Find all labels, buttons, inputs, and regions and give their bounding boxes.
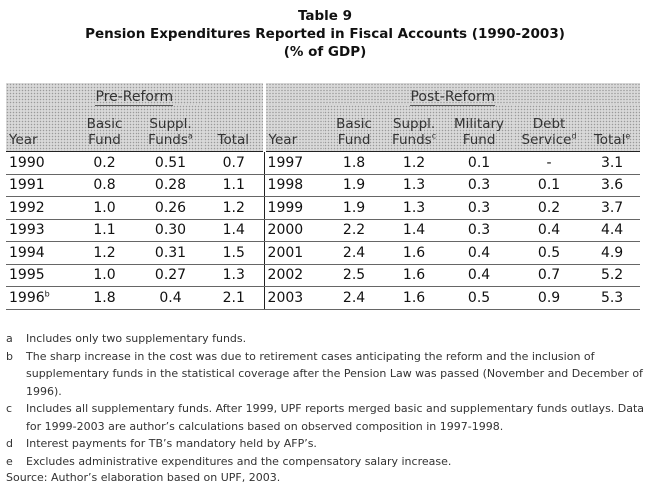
table-units: (% of GDP) [283, 44, 367, 60]
suppl-funds-cell: 1.4 [384, 219, 444, 242]
footnote-text: Interest payments for TB’s mandatory held by AFP’s. [26, 437, 317, 450]
table-title: Pension Expenditures Reported in Fiscal Accounts (1990-2003) [85, 26, 565, 42]
year-cell: 2003 [264, 287, 324, 310]
pre-reform-group [6, 83, 264, 105]
col-year-post: Year [264, 105, 324, 152]
total-cell: 1.1 [204, 174, 264, 197]
footnote-key: d [6, 437, 13, 450]
year-cell: 2000 [264, 219, 324, 242]
basic-fund-cell: 1.9 [324, 197, 384, 220]
suppl-funds-cell: 1.6 [384, 287, 444, 310]
footnote-b [6, 348, 646, 401]
total-cell: 0.7 [204, 152, 264, 175]
footnote-c-marker: c [431, 131, 437, 141]
col-year-pre: Year [6, 105, 72, 152]
table-row [6, 242, 640, 265]
footnote-a [6, 330, 646, 348]
year-cell: 2001 [264, 242, 324, 265]
year-cell: 1997 [264, 152, 324, 175]
military-fund-cell: 0.4 [444, 242, 514, 265]
year-cell: 1998 [264, 174, 324, 197]
suppl-funds-cell: 1.6 [384, 242, 444, 265]
table-row [6, 287, 640, 310]
debt-service-cell: 0.7 [514, 264, 584, 287]
suppl-funds-cell: 0.28 [137, 174, 204, 197]
total-cell: 4.9 [584, 242, 640, 265]
table-number: Table 9 [297, 8, 353, 24]
suppl-funds-cell: 0.31 [137, 242, 204, 265]
total-cell: 3.6 [584, 174, 640, 197]
basic-fund-cell: 1.2 [72, 242, 137, 265]
table-row [6, 219, 640, 242]
footnote-d-marker: d [571, 131, 577, 141]
year-cell: 2002 [264, 264, 324, 287]
suppl-funds-cell: 0.30 [137, 219, 204, 242]
year-cell: 1994 [6, 242, 72, 265]
basic-fund-cell: 1.0 [72, 264, 137, 287]
military-fund-cell: 0.1 [444, 152, 514, 175]
total-cell: 2.1 [204, 287, 264, 310]
basic-fund-cell: 1.9 [324, 174, 384, 197]
total-cell: 1.5 [204, 242, 264, 265]
year-cell: 1990 [6, 152, 72, 175]
basic-fund-cell: 1.8 [72, 287, 137, 310]
suppl-funds-cell: 0.26 [137, 197, 204, 220]
suppl-funds-cell: 0.4 [137, 287, 204, 310]
col-basic-fund-post: Basic Fund [324, 105, 384, 152]
basic-fund-cell: 2.4 [324, 287, 384, 310]
table-row [6, 264, 640, 287]
suppl-funds-cell: 0.27 [137, 264, 204, 287]
footnote-key: c [6, 402, 13, 415]
footnote-key: a [6, 332, 13, 345]
military-fund-cell: 0.3 [444, 219, 514, 242]
pre-reform-label: Pre-Reform [95, 89, 174, 105]
basic-fund-cell: 0.2 [72, 152, 137, 175]
debt-service-cell: 0.4 [514, 219, 584, 242]
suppl-funds-cell: 1.6 [384, 264, 444, 287]
footnote-text: Includes only two supplementary funds. [26, 332, 247, 345]
pension-table [6, 83, 640, 310]
table-row [6, 174, 640, 197]
group-header-row [6, 83, 640, 105]
col-total-pre: Total [204, 105, 264, 152]
footnote-a-marker: a [187, 131, 193, 141]
table-row [6, 152, 640, 175]
suppl-funds-cell: 1.3 [384, 174, 444, 197]
footnote-text: Includes all supplementary funds. After 1999, UPF reports merged basic and supplementary funds outlays. Data for 1999-2003 are author’s calculations based on observed composition in 1997-1998. [26, 402, 645, 433]
col-basic-fund-pre: Basic Fund [72, 105, 137, 152]
military-fund-cell: 0.4 [444, 264, 514, 287]
total-cell: 5.3 [584, 287, 640, 310]
footnote-text: The sharp increase in the cost was due to retirement cases anticipating the reform and the inclusion of supplementary funds in the statistical coverage after the Pension Law was passed (November and December of 1996). [26, 349, 643, 398]
basic-fund-cell: 2.4 [324, 242, 384, 265]
footnote-key: b [6, 349, 13, 363]
footnote-text: Excludes administrative expenditures and the compensatory salary increase. [26, 454, 452, 468]
basic-fund-cell: 0.8 [72, 174, 137, 197]
basic-fund-cell: 1.8 [324, 152, 384, 175]
total-cell: 5.2 [584, 264, 640, 287]
column-header-row [6, 105, 640, 152]
year-cell: 1993 [6, 219, 72, 242]
footnote-c [6, 400, 646, 435]
debt-service-cell: 0.1 [514, 174, 584, 197]
debt-service-cell: 0.5 [514, 242, 584, 265]
basic-fund-cell: 2.2 [324, 219, 384, 242]
total-cell: 1.3 [204, 264, 264, 287]
year-cell: 1995 [6, 264, 72, 287]
total-cell: 1.4 [204, 219, 264, 242]
basic-fund-cell: 1.0 [72, 197, 137, 220]
source-note: Source: Author’s elaboration based on UPF, 2003. [6, 471, 281, 484]
year-cell: 1992 [6, 197, 72, 220]
col-military-fund: Military Fund [444, 105, 514, 152]
footnotes [6, 330, 646, 470]
year-cell: 1996$^b$ [6, 287, 72, 310]
year-cell: 1991 [6, 174, 72, 197]
debt-service-cell: 0.2 [514, 197, 584, 220]
total-cell: 3.1 [584, 152, 640, 175]
debt-service-cell: - [514, 152, 584, 175]
military-fund-cell: 0.5 [444, 287, 514, 310]
military-fund-cell: 0.3 [444, 197, 514, 220]
total-cell: 3.7 [584, 197, 640, 220]
col-total-post: Total$^e$ [584, 105, 640, 152]
post-reform-label: Post-Reform [410, 89, 496, 105]
col-suppl-funds-post: Suppl. Funds$^c$ [384, 105, 444, 152]
military-fund-cell: 0.3 [444, 174, 514, 197]
table-body [6, 152, 640, 310]
total-cell: 1.2 [204, 197, 264, 220]
footnote-b-marker: b [44, 289, 50, 299]
footnote-e [6, 453, 646, 471]
post-reform-group [264, 83, 640, 105]
footnote-e-marker: e [625, 131, 631, 141]
debt-service-cell: 0.9 [514, 287, 584, 310]
col-debt-service: Debt Service$^d$ [514, 105, 584, 152]
total-cell: 4.4 [584, 219, 640, 242]
footnote-key: e [6, 454, 13, 468]
year-cell: 1999 [264, 197, 324, 220]
suppl-funds-cell: 1.2 [384, 152, 444, 175]
basic-fund-cell: 2.5 [324, 264, 384, 287]
col-suppl-funds-pre: Suppl. Funds$^a$ [137, 105, 204, 152]
basic-fund-cell: 1.1 [72, 219, 137, 242]
footnote-d [6, 435, 646, 453]
suppl-funds-cell: 0.51 [137, 152, 204, 175]
table-row [6, 197, 640, 220]
suppl-funds-cell: 1.3 [384, 197, 444, 220]
